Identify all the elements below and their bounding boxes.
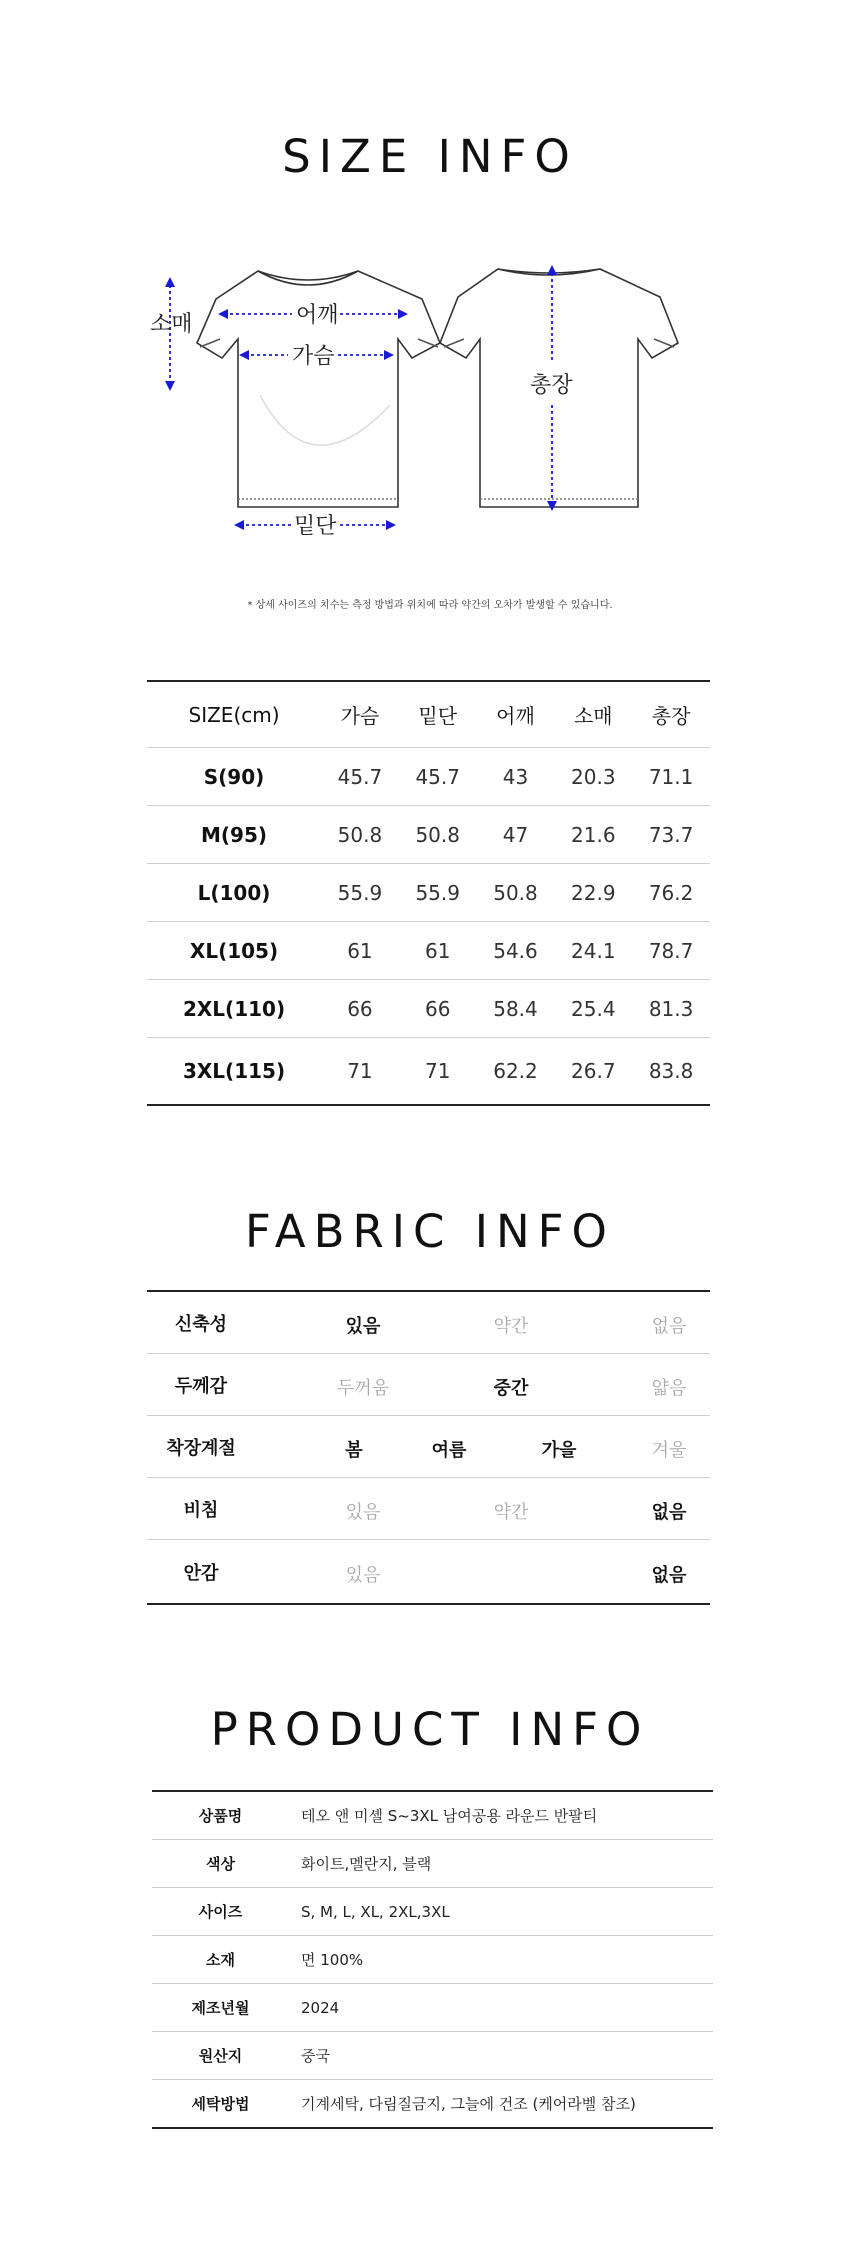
size-header-size: SIZE(cm) — [147, 681, 321, 748]
size-cell-label: 2XL(110) — [147, 980, 321, 1038]
product-row-label: 사이즈 — [152, 1888, 289, 1936]
size-cell-value: 61 — [321, 922, 399, 980]
size-cell-value: 83.8 — [632, 1038, 710, 1106]
size-cell-value: 78.7 — [632, 922, 710, 980]
size-row — [147, 980, 710, 1038]
size-header-length: 총장 — [632, 681, 710, 748]
label-chest: 가슴 — [292, 344, 335, 369]
size-cell-value: 43 — [477, 748, 555, 806]
size-cell-value: 66 — [321, 980, 399, 1038]
fabric-option: 봄 — [345, 1439, 363, 1461]
tshirt-measurement-illustration — [140, 255, 700, 555]
size-cell-value: 50.8 — [477, 864, 555, 922]
fabric-row — [147, 1291, 710, 1354]
size-info-title: SIZE INFO — [282, 130, 578, 183]
product-row-label: 세탁방법 — [191, 2095, 250, 2113]
fabric-option: 얇음 — [651, 1377, 687, 1399]
product-row-label: 소재 — [152, 1936, 289, 1984]
fabric-row — [147, 1354, 710, 1416]
size-header-shoulder: 어깨 — [477, 681, 555, 748]
product-row — [152, 1791, 713, 1840]
fabric-row — [147, 1540, 710, 1605]
fabric-options-cell — [255, 1478, 710, 1540]
label-length: 총장 — [530, 373, 573, 398]
fabric-row-label: 비침 — [147, 1478, 255, 1540]
size-cell-value: 22.9 — [554, 864, 632, 922]
fabric-row-label: 착장계절 — [147, 1416, 255, 1478]
size-row — [147, 748, 710, 806]
product-row-value: 중국 — [289, 2032, 713, 2080]
size-cell-value: 66 — [399, 980, 477, 1038]
size-cell-label: XL(105) — [147, 922, 321, 980]
size-cell-value: 45.7 — [321, 748, 399, 806]
size-cell-value: 25.4 — [554, 980, 632, 1038]
size-table — [147, 680, 710, 1106]
size-cell-value: 61 — [399, 922, 477, 980]
fabric-option: 있음 — [345, 1501, 381, 1523]
size-cell-label: L(100) — [147, 864, 321, 922]
size-cell-value: 21.6 — [554, 806, 632, 864]
fabric-row — [147, 1416, 710, 1478]
size-cell-value: 71.1 — [632, 748, 710, 806]
fabric-options-cell — [255, 1354, 710, 1416]
fabric-row-label: 안감 — [183, 1562, 219, 1584]
fabric-option: 약간 — [493, 1315, 529, 1337]
fabric-options-cell — [255, 1416, 710, 1478]
product-row-value: 화이트,멜란지, 블랙 — [289, 1840, 713, 1888]
size-cell-label: 3XL(115) — [147, 1038, 321, 1106]
measurement-note: * 상세 사이즈의 치수는 측정 방법과 위치에 따라 약간의 오차가 발생할 수 있습니다. — [247, 600, 613, 611]
product-row — [152, 1936, 713, 1984]
product-row-value: 면 100% — [289, 1936, 713, 1984]
size-cell-value: 76.2 — [632, 864, 710, 922]
product-info-title: PRODUCT INFO — [210, 1703, 650, 1756]
fabric-option: 없음 — [651, 1564, 687, 1586]
size-cell-value: 20.3 — [554, 748, 632, 806]
product-row-value: 2024 — [289, 1984, 713, 2032]
product-row-label: 원산지 — [152, 2032, 289, 2080]
size-cell-value: 26.7 — [554, 1038, 632, 1106]
fabric-option: 두꺼움 — [336, 1377, 390, 1399]
fabric-option: 없음 — [651, 1315, 687, 1337]
size-header-hem: 밑단 — [399, 681, 477, 748]
size-cell-value: 73.7 — [632, 806, 710, 864]
size-row — [147, 922, 710, 980]
fabric-option: 중간 — [493, 1377, 529, 1399]
product-row-label: 색상 — [152, 1840, 289, 1888]
fabric-option: 겨울 — [651, 1439, 687, 1461]
fabric-option: 가을 — [541, 1439, 577, 1461]
size-header-chest: 가슴 — [321, 681, 399, 748]
size-cell-label: S(90) — [147, 748, 321, 806]
size-cell-value: 50.8 — [321, 806, 399, 864]
size-cell-value: 50.8 — [399, 806, 477, 864]
product-row-label: 상품명 — [152, 1791, 289, 1840]
product-row — [152, 2080, 713, 2129]
fabric-table — [147, 1290, 710, 1605]
label-sleeve: 소매 — [150, 312, 193, 337]
product-row — [152, 1840, 713, 1888]
fabric-option: 약간 — [493, 1501, 529, 1523]
size-cell-value: 55.9 — [321, 864, 399, 922]
label-hem: 밑단 — [294, 514, 337, 539]
product-row-value: S, M, L, XL, 2XL,3XL — [289, 1888, 713, 1936]
product-row — [152, 1984, 713, 2032]
size-cell-value: 58.4 — [477, 980, 555, 1038]
size-header-sleeve: 소매 — [554, 681, 632, 748]
label-shoulder: 어깨 — [296, 303, 339, 328]
size-cell-value: 54.6 — [477, 922, 555, 980]
size-cell-value: 71 — [399, 1038, 477, 1106]
product-row-label: 제조년월 — [152, 1984, 289, 2032]
fabric-option: 있음 — [345, 1315, 381, 1337]
size-cell-value: 45.7 — [399, 748, 477, 806]
size-row — [147, 1038, 710, 1106]
size-cell-value: 24.1 — [554, 922, 632, 980]
product-row-value: 기계세탁, 다림질금지, 그늘에 건조 (케어라벨 참조) — [301, 2095, 636, 2113]
product-row-value: 테오 앤 미셸 S~3XL 남여공용 라운드 반팔티 — [289, 1791, 713, 1840]
size-cell-value: 71 — [321, 1038, 399, 1106]
fabric-info-title: FABRIC INFO — [245, 1205, 615, 1258]
fabric-option: 있음 — [345, 1564, 381, 1586]
size-cell-value: 81.3 — [632, 980, 710, 1038]
size-table-header-row — [147, 681, 710, 748]
fabric-options-cell — [255, 1291, 710, 1354]
size-cell-value: 55.9 — [399, 864, 477, 922]
size-cell-value: 62.2 — [477, 1038, 555, 1106]
product-row — [152, 2032, 713, 2080]
fabric-row — [147, 1478, 710, 1540]
size-row — [147, 806, 710, 864]
fabric-option: 없음 — [651, 1501, 687, 1523]
product-row — [152, 1888, 713, 1936]
size-row — [147, 864, 710, 922]
product-table — [152, 1790, 713, 2129]
fabric-option: 여름 — [431, 1439, 467, 1461]
size-cell-label: M(95) — [147, 806, 321, 864]
fabric-row-label: 신축성 — [147, 1291, 255, 1354]
size-cell-value: 47 — [477, 806, 555, 864]
fabric-row-label: 두께감 — [147, 1354, 255, 1416]
fabric-options-cell — [255, 1540, 710, 1605]
